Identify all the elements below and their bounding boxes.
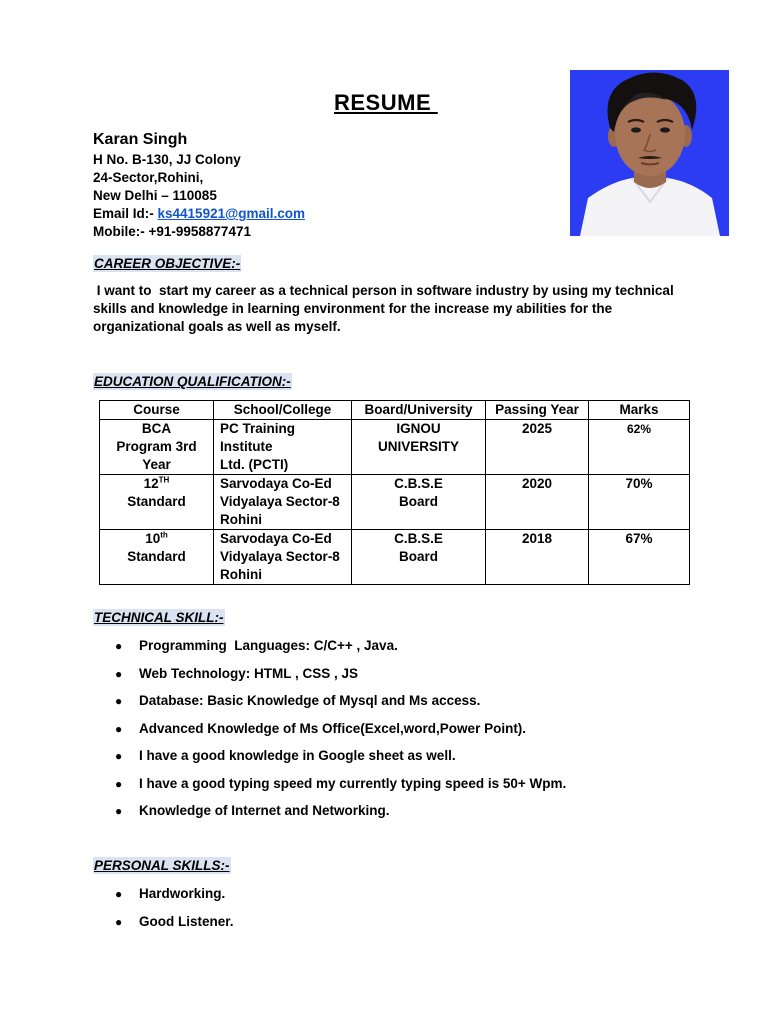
address-line: H No. B-130, JJ Colony	[93, 152, 241, 167]
address-line: 24-Sector,Rohini,	[93, 170, 204, 185]
list-item: ● Database: Basic Knowledge of Mysql and Ms access.	[115, 693, 481, 708]
personal-skills-list	[93, 885, 234, 940]
column-header: Passing Year	[486, 401, 589, 420]
column-header: School/College	[214, 401, 352, 420]
portrait-image	[570, 70, 729, 236]
bullet-icon: ●	[115, 887, 123, 901]
list-item: ● Advanced Knowledge of Ms Office(Excel,word,Power Point).	[115, 720, 527, 736]
column-header: Board/University	[352, 401, 486, 420]
marks-cell: 67%	[589, 530, 690, 585]
bullet-icon: ●	[115, 804, 123, 818]
table-row	[100, 475, 690, 530]
bullet-icon: ●	[115, 749, 123, 763]
list-item: ● I have a good typing speed my currently typing speed is 50+ Wpm.	[115, 775, 567, 791]
bullet-icon: ●	[115, 721, 123, 736]
education-heading: EDUCATION QUALIFICATION:-	[94, 374, 291, 389]
technical-skill-list	[93, 637, 566, 830]
career-objective-heading: CAREER OBJECTIVE:-	[94, 256, 241, 271]
page-title: RESUME	[334, 90, 438, 115]
education-table	[99, 400, 690, 585]
email-link[interactable]: ks4415921@gmail.com	[157, 206, 306, 221]
course-cell: 12TH Standard	[100, 475, 214, 530]
list-item: ● Hardworking.	[115, 886, 226, 901]
list-item: ● Knowledge of Internet and Networking.	[115, 803, 390, 818]
list-item: ● Good Listener.	[115, 913, 234, 929]
profile-photo	[570, 70, 729, 236]
year-cell: 2018	[486, 530, 589, 585]
table-row	[100, 420, 690, 475]
email-row	[93, 205, 305, 223]
course-cell: 10th Standard	[100, 530, 214, 585]
course-cell: BCA Program 3rd Year	[100, 420, 214, 475]
bullet-icon: ●	[115, 639, 123, 653]
year-cell: 2025	[486, 420, 589, 475]
year-cell: 2020	[486, 475, 589, 530]
contact-block	[93, 130, 305, 241]
mobile-row: Mobile:- +91-9958877471	[93, 224, 251, 239]
board-cell: IGNOU UNIVERSITY	[352, 420, 486, 475]
school-cell: Sarvodaya Co-Ed Vidyalaya Sector-8 Rohini	[214, 475, 352, 530]
personal-skills-heading: PERSONAL SKILLS:-	[94, 858, 230, 873]
list-item: ● Programming Languages: C/C++ , Java.	[115, 638, 398, 653]
board-cell: C.B.S.E Board	[352, 475, 486, 530]
email-label: Email Id:-	[93, 206, 158, 221]
list-item: ● I have a good knowledge in Google sheet as well.	[115, 748, 456, 763]
school-cell: PC Training Institute Ltd. (PCTI)	[214, 420, 352, 475]
school-cell: Sarvodaya Co-Ed Vidyalaya Sector-8 Rohini	[214, 530, 352, 585]
table-row	[100, 530, 690, 585]
bullet-icon: ●	[115, 694, 123, 708]
board-cell: C.B.S.E Board	[352, 530, 486, 585]
bullet-icon: ●	[115, 776, 123, 791]
column-header: Marks	[589, 401, 690, 420]
candidate-name: Karan Singh	[93, 131, 188, 148]
address-line: New Delhi – 110085	[93, 188, 217, 203]
marks-cell: 62%	[589, 420, 690, 475]
career-objective-text: I want to start my career as a technical person in software industry by using my technical skills and knowledge in learning environment for the increase my abilities for the organizational goals as well as myself.	[93, 283, 678, 334]
bullet-icon: ●	[115, 666, 123, 681]
bullet-icon: ●	[115, 914, 123, 929]
column-header: Course	[100, 401, 214, 420]
list-item: ● Web Technology: HTML , CSS , JS	[115, 665, 359, 681]
table-header-row	[100, 401, 690, 420]
technical-skill-heading: TECHNICAL SKILL:-	[94, 610, 224, 625]
marks-cell: 70%	[589, 475, 690, 530]
